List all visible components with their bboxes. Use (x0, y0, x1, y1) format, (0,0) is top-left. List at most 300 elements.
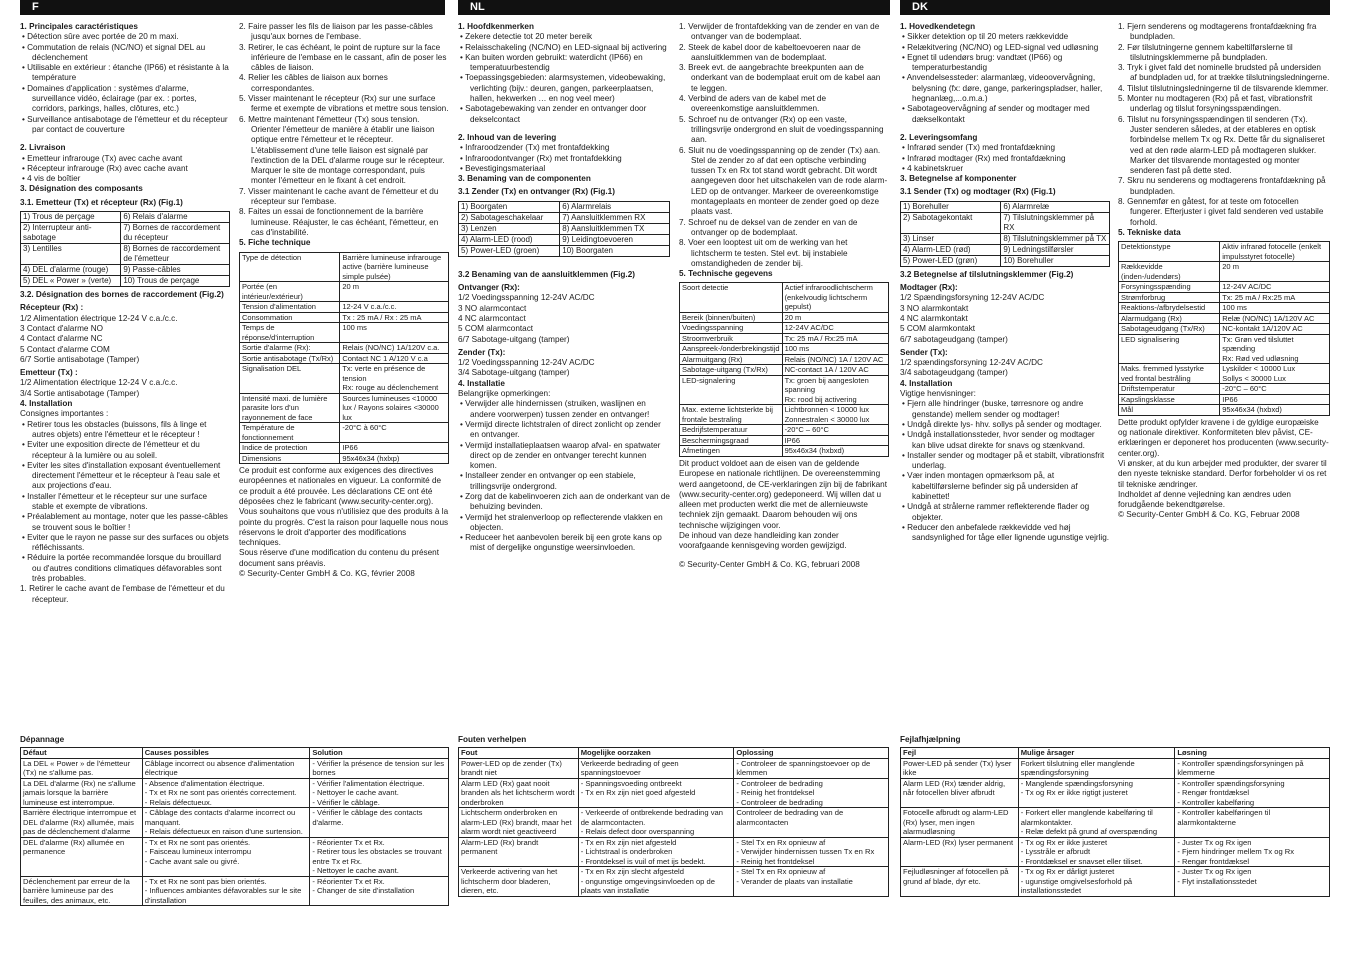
table-cell: DEL d'alarme (Rx) allumée en permanence (21, 837, 143, 876)
numbered-item: 1. Fjern senderens og modtagerens frontafdækning fra bundpladen. (1118, 22, 1317, 42)
table-row (901, 255, 1110, 266)
paragraph: 3.1 Zender (Tx) en ontvanger (Rx) (Fig.1) (458, 187, 615, 197)
table-cell: Temps de réponse/d'interruption (240, 323, 340, 343)
numbered-item: 4. Verbind de aders van de kabel met de overeenkomstige aansluitklemmen. (679, 94, 827, 114)
table-row (459, 758, 889, 778)
table-cell: 10) Trous de perçage (121, 276, 230, 287)
table-row (680, 405, 889, 425)
paragraph: © Security-Center GmbH & Co. KG, février 2008 (239, 569, 415, 578)
table-cell: Alarm-LED (Rx) brandt permanent (459, 837, 579, 867)
numbered-item: 6/7 sabotageudgang (tamper) (900, 334, 1008, 344)
numbered-item: 3/4 sabotageudgang (tamper) (900, 368, 1008, 378)
table-cell: 3) Lentilles (21, 244, 121, 265)
table-cell: Soort detectie (680, 283, 783, 313)
section-heading: 5. Tekniske data (1118, 227, 1181, 237)
table-cell: IP66 (340, 443, 449, 454)
table-cell: - Tx en Rx zijn slecht afgesteld - ongunstige omgevingsinvloeden op de plaats van installatie (578, 867, 734, 897)
paragraph: © Security-Center GmbH & Co. KG, februari 2008 (679, 559, 860, 569)
numbered-item: 7. Skru nu senderens og modtagerens frontafdækning på bundpladen. (1118, 176, 1326, 196)
table-cell: 100 ms (340, 323, 449, 343)
bullet-item: • Egnet til udendørs brug: vandtæt (IP66) og temperaturbestandig (902, 52, 1063, 73)
section-heading: 2. Livraison (20, 143, 66, 153)
table-cell: - Tx og Rx er dårligt justeret - ugunstige omgivelsesforhold på installationsstedet (1018, 867, 1175, 897)
table-header: Fejl (901, 748, 1019, 759)
table-cell: Contact NC 1 A/120 V c.a (340, 353, 449, 364)
numbered-item: 4 NC alarmkontakt (900, 313, 968, 323)
table-cell: Tx: verte en présence de tension Rx: rouge au déclenchement (340, 364, 449, 394)
table-cell: 9) Passe-câbles (121, 265, 230, 276)
table-cell: 9) Ledningstilførsler (1001, 244, 1110, 255)
numbered-item: 3 Contact d'alarme NO (20, 323, 104, 333)
table-row (901, 808, 1330, 838)
section-heading: 4. Installation (20, 399, 73, 409)
spec-table (679, 282, 889, 457)
table-row (459, 234, 670, 245)
table-cell: - Kontroller kabelføringen til alarmkontakterne (1175, 808, 1330, 838)
paragraph: Belangrijke opmerkingen: (458, 389, 551, 399)
table-cell: Intensité maxi. de lumière parasite lors d'un rayonnement de face (240, 393, 340, 423)
paragraph: Vous souhaitons que vous n'utilisiez que des produits à la pointe du progrès. C'est la raison pour laquelle nous nous réservons le droit d'apporter des modifications techniques. (239, 507, 449, 548)
paragraph: Vi ønsker, at du kun arbejder med produkter, der svarer til den nyeste tekniske standard. Derfor forbeholder vi os ret til tekniske ændringer. (1118, 458, 1327, 489)
table-cell: Aktiv infrarød fotocelle (enkelt impulsstyret fotocelle) (1220, 242, 1330, 262)
table-row (21, 276, 230, 287)
table-header: Défaut (21, 748, 143, 759)
numbered-item: 7. Schroef nu de deksel van de zender en van de ontvanger op de bodemplaat. (679, 217, 858, 237)
table-cell: -20°C à 60°C (340, 423, 449, 443)
lang-badge-nl: NL (458, 0, 890, 15)
table-cell: Bedrijfstemperatuur (680, 425, 783, 436)
table-cell: Tx: groen bij aangesloten spanning Rx: rood bij activering (782, 375, 888, 405)
numbered-item: 3/4 Sabotage-uitgang (tamper) (458, 368, 570, 378)
numbered-item: 8. Gennemfør en gåtest, for at teste om fotocellen fungerer. Efterjuster i givet fald senderen ved ustabile forhold. (1118, 197, 1324, 227)
bullet-item: • Infrarød sender (Tx) med frontafdækning (902, 143, 1056, 153)
table-row (901, 212, 1110, 233)
numbered-item: 3. Tryk i givet fald det nominelle brudsted på undersiden af bundpladen ud, for at trække tilslutningsledningerne. (1118, 63, 1330, 83)
table-cell: Forsyningsspænding (1119, 282, 1220, 293)
table-row (21, 837, 449, 876)
bullet-item: • Kan buiten worden gebruikt: waterdicht (IP66) en temperatuurbestendig (460, 52, 643, 73)
section-heading: 3. Désignation des composants (20, 184, 143, 194)
table-cell: Actief infraroodlichtscherm (enkelvoudig lichtscherm gepulst) (782, 283, 888, 313)
table-cell: Câblage incorrect ou absence d'alimentation électrique (142, 758, 310, 778)
bullet-item: • Vermijd directe lichtstralen of direct zonlicht op zender en ontvanger. (460, 419, 661, 440)
numbered-item: 5. Visser maintenant le récepteur (Rx) sur une surface ferme et exempte de vibrations et mettre sous tension. (239, 94, 449, 114)
bullet-item: • Installeer zender en ontvanger op een stabiele, trillingsvrije ondergrond. (460, 471, 636, 491)
table-row (240, 343, 449, 354)
table-row (680, 312, 889, 323)
table-cell: - Juster Tx og Rx igen - Fjern hindringer mellem Tx og Rx - Rengør frontdæksel (1175, 837, 1330, 867)
bullet-item: • Verwijder alle hindernissen (struiken, waslijnen en andere voorwerpen) tussen zender en ontvanger! (460, 399, 650, 419)
table-row (901, 837, 1330, 867)
table-cell: Relais (NO/NC) 1A/120V c.a. (340, 343, 449, 354)
paragraph: Consignes importantes : (20, 409, 109, 419)
table-row (21, 244, 230, 265)
troubleshooting-title: Fejlafhjælpning (900, 735, 961, 744)
numbered-item: 1/2 Spændingsforsyning 12-24V AC/DC (900, 293, 1045, 303)
table-cell: Aanspreek-/onderbrekingstijd (680, 344, 783, 355)
table-cell: Tx: 25 mA / Rx:25 mA (1220, 292, 1330, 303)
bullet-item: • Retirer tous les obstacles (buissons, fils à linge et autres objets) entre l'émetteur et le récepteur ! (22, 419, 207, 439)
table-cell: NC-kontakt 1A/120V AC (1220, 324, 1330, 335)
table-cell: Controleer de bedrading van de alarmcontacten (734, 808, 889, 838)
section-heading: 1. Hovedkendetegn (900, 22, 976, 31)
dk-troubleshooting (900, 735, 1330, 897)
table-cell: Alarmudgang (Rx) (1119, 313, 1220, 324)
table-cell: 12-24 V c.a./c.c. (340, 302, 449, 313)
bullet-item: • Undgå installationssteder, hvor sender og modtager kan blive udsat direkte for snavs og stænkvand. (902, 430, 1095, 450)
table-cell: Relais (NO/NC) 1A / 120V AC (782, 354, 888, 365)
troubleshooting-title: Fouten verhelpen (458, 735, 527, 744)
table-cell: - Tx et Rx ne sont pas orientés. - Faisceau lumineux interrompu - Cache avant sale ou givré. (142, 837, 310, 876)
bullet-item: • Reducer den anbefalede rækkevidde ved høj sandsynlighed for tåge eller lignende ugunstige vejrlig. (902, 522, 1110, 543)
bullet-item: • Zekere detectie tot 20 meter bereik (460, 32, 593, 42)
table-header-row (21, 748, 449, 759)
table-cell: La DEL « Power » de l'émetteur (Tx) ne s'allume pas. (21, 758, 143, 778)
spacer (679, 552, 889, 560)
paragraph: 3.2 Betegnelse af tilslutningsklemmer (Fig.2) (900, 269, 1074, 279)
table-cell: - Spanningsvoeding ontbreekt - Tx en Rx zijn niet goed afgesteld (578, 778, 734, 808)
table-header: Mogelijke oorzaken (578, 748, 734, 759)
numbered-item: 5 COM alarmkontakt (900, 324, 976, 334)
table-row (240, 423, 449, 443)
table-cell: 10) Boorgaten (560, 245, 670, 256)
section-heading: 5. Technische gegevens (679, 269, 773, 279)
table-cell: 100 ms (782, 344, 888, 355)
table-cell: 1) Trous de perçage (21, 212, 121, 223)
table-cell: 7) Tilslutningsklemmer på RX (1001, 212, 1110, 233)
table-row (459, 808, 889, 838)
spec-table (20, 211, 230, 287)
table-cell: - Câblage des contacts d'alarme incorrect ou manquant. - Relais défectueux en raison d'une surtension. (142, 808, 310, 838)
table-cell: -20°C – 60°C (782, 425, 888, 436)
table-cell: Relæ (NO/NC) 1A/120V AC (1220, 313, 1330, 324)
spacer (900, 125, 1110, 133)
table-cell: Signalisation DEL (240, 364, 340, 394)
table-cell: Power-LED op de zender (Tx) brandt niet (459, 758, 579, 778)
nl-column-1 (458, 22, 670, 554)
table-row (901, 778, 1330, 808)
table-cell: Rækkevidde (inden-/udendørs) (1119, 262, 1220, 282)
table-cell: 6) Alarmrelais (560, 201, 670, 212)
bullet-item: • Infraroodontvanger (Rx) met frontafdekking (460, 153, 622, 163)
bullet-item: • Détection sûre avec portée de 20 m maxi. (22, 32, 179, 42)
table-cell: 12-24V AC/DC (782, 323, 888, 334)
table-cell: - Vérifier le câblage des contacts d'alarme. (310, 808, 449, 838)
table-cell: - Controleer de spanningstoevoer op de klemmen (734, 758, 889, 778)
table-row (1119, 394, 1330, 405)
table-header-row (459, 748, 889, 759)
bullet-item: • Surveillance antisabotage de l'émetteur et du récepteur par contact de couverture (22, 114, 228, 134)
table-cell: Alarm LED (Rx) tænder aldrig, når fotocellen bliver afbrudt (901, 778, 1019, 808)
bullet-item: • Vermijd het stralenverloop op reflecterende vlakken en objecten. (460, 512, 663, 532)
numbered-item: 5 COM alarmcontact (458, 324, 534, 334)
table-row (240, 443, 449, 454)
section-heading: 4. Installation (900, 378, 953, 388)
table-cell: - Controleer de bedrading - Reinig het frontdeksel - Controleer de bedrading (734, 778, 889, 808)
table-cell: 8) Tilslutningsklemmer på TX (1001, 233, 1110, 244)
table-row (1119, 405, 1330, 416)
bullet-item: • Infrarød modtager (Rx) med frontafdækning (902, 153, 1066, 163)
table-row (680, 365, 889, 376)
paragraph: De inhoud van deze handleiding kan zonder voorafgaande kennisgeving worden gewijzigd. (679, 531, 847, 551)
table-cell: 3) Lenzen (459, 223, 560, 234)
numbered-item: 3. Retirer, le cas échéant, le point de rupture sur la face inférieure de l'embase en le cassant, afin de poser les câbles de liaison. (239, 42, 447, 73)
bullet-item: • Bevestigingsmateriaal (460, 163, 546, 173)
table-cell: 3) Linser (901, 233, 1001, 244)
numbered-item: 7. Visser maintenant le cache avant de l'émetteur et du récepteur sur l'embase. (239, 186, 439, 207)
bullet-item: • Préalablement au montage, noter que les passe-câbles se trouvent sous le boîtier ! (22, 512, 228, 532)
table-cell: Dimensions (240, 453, 340, 464)
table-cell: Lichtscherm onderbroken en alarm-LED (Rx) brandt, maar het alarm wordt niet geactiveerd (459, 808, 579, 838)
table-cell: 4) Alarm-LED (rød) (901, 244, 1001, 255)
table-cell: Déclenchement par erreur de la barrière lumineuse par des feuilles, des animaux, etc. (21, 876, 143, 906)
paragraph: Dit product voldoet aan de eisen van de geldende Europese en nationale richtlijnen. De overeenstemming werd aangetoond, de CE-verklaringen zijn bij de fabrikant (www.security-center.org) gedeponeerd. Wij willen dat u alleen met producten werkt die met de allernieuwste techniek zijn gemaakt. Daarom behouden wij ons technische wijzigingen voor. (679, 458, 887, 530)
table-cell: Alarm LED (Rx) gaat nooit branden als het lichtscherm wordt onderbroken (459, 778, 579, 808)
table-cell: Alarm-LED (Rx) lyser permanent (901, 837, 1019, 867)
table-cell: - Juster Tx og Rx igen - Flyt installationsstedet (1175, 867, 1330, 897)
numbered-item: 6/7 Sabotage-uitgang (tamper) (458, 334, 570, 344)
fr-column-2 (239, 22, 449, 579)
table-cell: - Manglende spændingsforsyning - Tx og Rx er ikke rigtigt justeret (1018, 778, 1175, 808)
table-cell: Sabotage-uitgang (Tx/Rx) (680, 365, 783, 376)
table-cell: Voedingsspanning (680, 323, 783, 334)
numbered-item: 6. Mettre maintenant l'émetteur (Tx) sous tension. Orienter l'émetteur de manière à établir une liaison optique entre l'émetteur et le récepteur. L'établissement d'une telle liaison est signalé par l'extinction de la DEL d'alarme rouge sur le récepteur. Marquer le site de montage correspondant, puis monter l'émetteur en le fixant à cet endroit. (239, 114, 445, 186)
table-cell: Lyskilder < 10000 Lux Sollys < 30000 Lux (1220, 364, 1330, 384)
troubleshooting-table (458, 747, 889, 897)
table-row (21, 808, 449, 838)
numbered-item: 2. Steek de kabel door de kabeltoevoeren naar de aansluitklemmen van de bodemplaat. (679, 42, 861, 62)
numbered-item: 4. Relier les câbles de liaison aux bornes correspondantes. (239, 73, 388, 93)
table-cell: - Forkert eller manglende kabelføring til alarmkontakter. - Relæ defekt på grund af overspænding (1018, 808, 1175, 838)
table-row (21, 876, 449, 906)
bullet-item: • Commutation de relais (NC/NO) et signal DEL au déclenchement (22, 42, 206, 62)
numbered-item: 1/2 Alimentation électrique 12-24 V c.a./c.c. (20, 378, 178, 388)
table-row (680, 435, 889, 446)
table-cell: Fotocelle afbrudt og alarm-LED (Rx) lyser, men ingen alarmudløsning (901, 808, 1019, 838)
bullet-item: • Undgå direkte lys- hhv. sollys på sender og modtager. (902, 419, 1102, 429)
bullet-item: • 4 vis de boîtier (22, 174, 81, 184)
numbered-item: 5 Contact d'alarme COM (20, 344, 110, 354)
table-cell: 20 m (782, 312, 888, 323)
table-cell: Barrière électrique interrompue et DEL d'alarme (Rx) allumée, mais pas de déclenchement d'alarme (21, 808, 143, 838)
numbered-item: 6. Tilslut nu forsyningsspændingen til senderen (Tx). Juster senderen således, at der etableres en optisk forbindelse mellem Tx og Rx. Dette får du signaliseret ved at den røde alarm-LED på modtageren slukker. Marker det tilsvarende montagested og monter senderen fast på dette sted. (1118, 114, 1325, 176)
paragraph: Sender (Tx): (900, 347, 948, 357)
bullet-item: • Infraroodzender (Tx) met frontafdekking (460, 143, 610, 153)
table-row (459, 212, 670, 223)
table-row (680, 323, 889, 334)
numbered-item: 2. Før tilslutningerne gennem kabeltilførslerne til tilslutningsklemmerne på bundpladen. (1118, 42, 1293, 62)
table-cell: - Vérifier l'alimentation électrique. - Nettoyer le cache avant. - Vérifier le câblage. (310, 778, 449, 808)
paragraph: 3.2 Benaming van de aansluitklemmen (Fig.2) (458, 269, 635, 279)
table-row (1119, 303, 1330, 314)
bullet-item: • Vermijd installatieplaatsen waarop afval- en spatwater direct op de zender en ontvanger terecht kunnen komen. (460, 440, 661, 471)
table-header: Løsning (1175, 748, 1330, 759)
section-heading: 2. Leveringsomfang (900, 132, 978, 142)
table-header: Mulige årsager (1018, 748, 1175, 759)
table-cell: -20°C – 60°C (1220, 384, 1330, 395)
table-cell: Strømforbrug (1119, 292, 1220, 303)
table-cell: 95x46x34 (hxbxd) (1220, 405, 1330, 416)
table-cell: 95x46x34 (hxbxd) (782, 446, 888, 457)
table-cell: Reaktions-/afbrydelsestid (1119, 303, 1220, 314)
table-cell: Kapslingsklasse (1119, 394, 1220, 405)
table-cell: 20 m (340, 282, 449, 302)
table-cell: - Tx en Rx zijn niet afgesteld - Lichtstraal is onderbroken - Frontdeksel is vuil of met ijs bedekt. (578, 837, 734, 867)
dk-column-2 (1118, 22, 1330, 521)
bullet-item: • Reduceer het aanbevolen bereik bij een grote kans op mist of dergelijke ongunstige weersinvloeden. (460, 533, 662, 553)
table-cell: Bereik (binnen/buiten) (680, 312, 783, 323)
bullet-item: • Relækitvering (NC/NO) og LED-signal ved udløsning (902, 42, 1099, 52)
numbered-item: 1/2 Voedingsspanning 12-24V AC/DC (458, 358, 595, 368)
numbered-item: 1/2 spændingsforsyning 12-24V AC/DC (900, 358, 1043, 368)
table-row (680, 446, 889, 457)
table-cell: Detektionstype (1119, 242, 1220, 262)
lang-badge-dk: DK (900, 0, 1330, 15)
dk-column-1 (900, 22, 1110, 543)
numbered-item: 5. Monter nu modtageren (Rx) på et fast, vibrationsfrit underlag og tilslut forsyningsspændingen. (1118, 94, 1313, 114)
table-cell: Type de détection (240, 252, 340, 282)
table-row (680, 425, 889, 436)
table-row (240, 353, 449, 364)
table-cell: Max. externe lichtsterkte bij frontale bestraling (680, 405, 783, 425)
section-heading: 1. Principales caractéristiques (20, 22, 138, 31)
table-cell: 7) Aansluitklemmen RX (560, 212, 670, 223)
table-cell: Sabotageudgang (Tx/Rx) (1119, 324, 1220, 335)
bullet-item: • Eviter que le rayon ne passe sur des surfaces ou objets réfléchissants. (22, 532, 229, 553)
table-row (901, 244, 1110, 255)
section-heading: 1. Hoofdkenmerken (458, 22, 534, 31)
paragraph: Récepteur (Rx) : (20, 303, 84, 313)
paragraph: 3.1 Sender (Tx) og modtager (Rx) (Fig.1) (900, 187, 1056, 197)
paragraph: Vigtige henvisninger: (900, 389, 976, 399)
bullet-item: • Vær inden montagen opmærksom på, at kabeltilførslerne befinder sig på undersiden af kabinettet! (902, 471, 1078, 501)
table-row (901, 233, 1110, 244)
lang-badge-fr: F (20, 0, 445, 15)
table-row (459, 837, 889, 867)
table-cell: Verkeerde bedrading of geen spanningstoevoer (578, 758, 734, 778)
paragraph: Ce produit est conforme aux exigences des directives européennes et nationales en vigueur. La conformité de ce produit a été prouvée. Les déclarations CE ont été déposées chez le fabricant (www.security-center.org). (239, 466, 442, 506)
table-header: Solution (310, 748, 449, 759)
paragraph: 3.2. Désignation des bornes de raccordement (Fig.2) (20, 290, 224, 300)
table-cell: Maks. fremmed lysstyrke ved frontal bestråling (1119, 364, 1220, 384)
numbered-item: 4 Contact d'alarme NC (20, 334, 103, 344)
table-cell: 95x46x34 (hxlxp) (340, 453, 449, 464)
table-row (680, 354, 889, 365)
table-cell: LED-signalering (680, 375, 783, 405)
table-cell: 5) Power-LED (grøn) (901, 255, 1001, 266)
section-heading: 5. Fiche technique (239, 238, 311, 248)
numbered-item: 1/2 Voedingsspanning 12-24V AC/DC (458, 293, 595, 303)
table-row (459, 201, 670, 212)
table-row (459, 245, 670, 256)
table-row (240, 453, 449, 464)
spacer (458, 259, 670, 267)
table-cell: - Kontroller spændingsforsyning - Rengør frontdæksel - Kontroller kabelføring (1175, 778, 1330, 808)
table-cell: Température de fonctionnement (240, 423, 340, 443)
bullet-item: • Sabotagebewaking van zender en ontvanger door dekselcontact (460, 104, 647, 124)
paragraph: Modtager (Rx): (900, 283, 958, 293)
bullet-item: • Utilisable en extérieur : étanche (IP66) et résistante à la température (22, 63, 229, 83)
table-row (21, 265, 230, 276)
table-row (240, 302, 449, 313)
table-cell: 2) Interrupteur anti-sabotage (21, 223, 121, 244)
numbered-item: 6. Sluit nu de voedingsspanning op de zender (Tx) aan. Stel de zender zo af dat een optische verbinding tussen Tx en Rx tot stand wordt gebracht. Dit wordt aangegeven door het uitschakelen van de rode alarm-LED op de ontvanger. Markeer de overeenkomstige montageplaats en monteer de zender goed op deze plaats vast. (679, 145, 888, 217)
numbered-item: 3. Breek evt. de aangebrachte breekpunten aan de onderkant van de bodemplaat eruit om de kabel aan te leggen. (679, 63, 881, 93)
bullet-item: • Relaisschakeling (NC/NO) en LED-signaal bij activering (460, 42, 667, 52)
table-cell: Stroomverbruik (680, 333, 783, 344)
numbered-item: 8. Faites un essai de fonctionnement de la barrière lumineuse. Réajuster, le cas échéant, l'émetteur, en cas d'instabilité. (239, 207, 439, 237)
bullet-item: • Sikker detektion op til 20 meters rækkevidde (902, 32, 1069, 42)
bullet-item: • Sabotageovervågning af sender og modtager med dækselkontakt (902, 104, 1090, 124)
spec-table (900, 201, 1110, 267)
table-cell: 1) Boorgaten (459, 201, 560, 212)
table-cell: La DEL d'alarme (Rx) ne s'allume jamais lorsque la barrière lumineuse est interrompue. (21, 778, 143, 808)
table-cell: - Vérifier la présence de tension sur les bornes (310, 758, 449, 778)
table-row (1119, 282, 1330, 293)
bullet-item: • Emetteur infrarouge (Tx) avec cache avant (22, 153, 183, 163)
table-row (459, 223, 670, 234)
table-cell: Beschermingsgraad (680, 435, 783, 446)
table-cell: - Verkeerde of ontbrekende bedrading van de alarmcontacten. - Relais defect door overspanning (578, 808, 734, 838)
numbered-item: 1/2 Alimentation électrique 12-24 V c.a./c.c. (20, 313, 178, 323)
numbered-item: 1. Verwijder de frontafdekking van de zender en van de ontvanger van de bodemplaat. (679, 22, 880, 42)
paragraph: Ontvanger (Rx): (458, 283, 520, 293)
table-row (680, 333, 889, 344)
spec-table (1118, 241, 1330, 416)
numbered-item: 1. Retirer le cache avant de l'embase de l'émetteur et du récepteur. (20, 584, 225, 604)
bullet-item: • 4 kabinetskruer (902, 163, 964, 173)
table-cell: Alarmuitgang (Rx) (680, 354, 783, 365)
table-row (901, 201, 1110, 212)
table-cell: - Stel Tx en Rx opnieuw af - Verwijder hindernissen tussen Tx en Rx - Reinig het frontdeksel (734, 837, 889, 867)
table-cell: Lichtbronnen < 10000 lux Zonnestralen < 30000 lux (782, 405, 888, 425)
table-cell: IP66 (1220, 394, 1330, 405)
paragraph: 3.1. Emetteur (Tx) et récepteur (Rx) (Fig.1) (20, 197, 183, 207)
table-cell: LED signalisering (1119, 334, 1220, 364)
table-cell: Verkeerde activering van het lichtscherm door bladeren, dieren, etc. (459, 867, 579, 897)
numbered-item: 3 NO alarmkontakt (900, 303, 969, 313)
table-cell: Portée (en intérieur/extérieur) (240, 282, 340, 302)
table-cell: 12-24V AC/DC (1220, 282, 1330, 293)
table-row (1119, 364, 1330, 384)
table-row (21, 212, 230, 223)
table-cell: 6) Relais d'alarme (121, 212, 230, 223)
table-row (21, 758, 449, 778)
paragraph: Dette produkt opfylder kravene i de gyldige europæiske og nationale direktiver. Konformiteten blev påvist, CE-erklæringen er deponeret hos producenten (www.security-center.org). (1118, 417, 1329, 458)
table-cell: - Kontroller spændingsforsyningen på klemmerne (1175, 758, 1330, 778)
table-row (1119, 242, 1330, 262)
troubleshooting-title: Dépannage (20, 735, 65, 744)
nl-column-2 (679, 22, 889, 570)
table-row (459, 778, 889, 808)
section-heading: 3. Betegnelse af komponenter (900, 174, 1017, 184)
table-cell: Forkert tilslutning eller manglende spændingsforsyning (1018, 758, 1175, 778)
table-header-row (901, 748, 1330, 759)
numbered-item: 5. Schroef nu de ontvanger (Rx) op een vaste, trillingsvrije ondergrond en sluit de voedingsspanning aan. (679, 114, 884, 145)
table-row (901, 758, 1330, 778)
spacer (20, 135, 230, 143)
bullet-item: • Eviter les sites d'installation exposant éventuellement directement l'émetteur et le récepteur à l'eau sale et aux projections d'eau. (22, 460, 221, 491)
table-cell: 100 ms (1220, 303, 1330, 314)
table-cell: 6) Alarmrelæ (1001, 201, 1110, 212)
paragraph: Zender (Tx): (458, 347, 506, 357)
numbered-item: 6/7 Sortie antisabotage (Tamper) (20, 354, 140, 364)
table-cell: Indice de protection (240, 443, 340, 454)
bullet-item: • Anvendelsessteder: alarmanlæg, videoovervågning, belysning (fx: døre, gange, parkeringspladser, haller, hegnanlæg,...o.m.a.) (902, 73, 1103, 104)
section-heading: 2. Inhoud van de levering (458, 132, 557, 142)
section-heading: 3. Benaming van de componenten (458, 174, 591, 184)
table-row (1119, 334, 1330, 364)
